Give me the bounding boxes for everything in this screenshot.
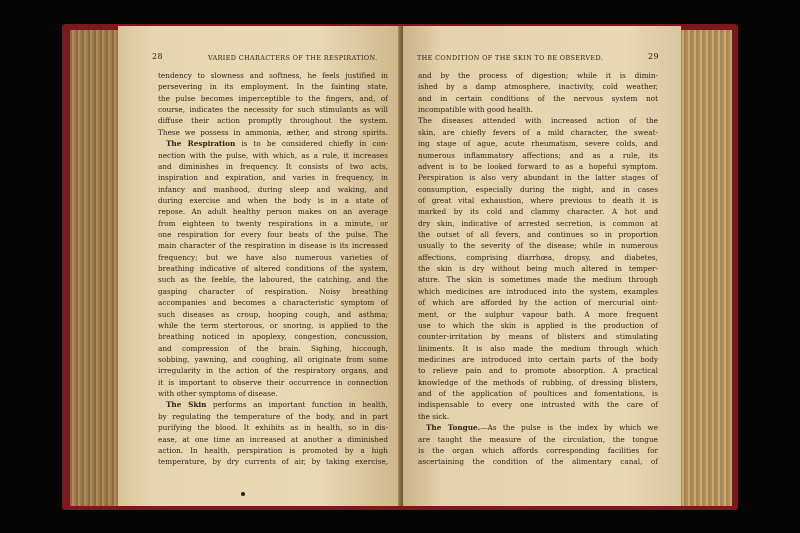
text-line: ascertaining the condition of the alimentary canal, of: [418, 457, 658, 467]
text-line: to relieve pain and to promote absorption. A practical: [418, 366, 658, 376]
text-line: indispensable to every one intrusted with the care of: [418, 400, 658, 410]
text-line: dry skin, indicative of arrested secretion, is common at: [418, 218, 658, 228]
text-line: The diseases attended with increased action of the: [418, 116, 658, 126]
text-line: such diseases as croup, hooping cough, and asthma;: [158, 309, 388, 319]
text-line: the pulse becomes imperceptible to the fingers, and, of: [158, 93, 388, 103]
text-line: Perspiration is also very abundant in the latter stages of: [418, 173, 658, 183]
text-line: persevering in its employment. In the fainting state,: [158, 82, 388, 92]
text-line: with other symptoms of disease.: [158, 389, 278, 399]
right-page: [403, 26, 681, 506]
text-line: The Skin performs an important function in health,: [166, 400, 388, 410]
text-line: skin, are chiefly fevers of a mild character, the sweat-: [418, 127, 658, 137]
text-line: nection with the pulse, with which, as a rule, it increases: [158, 150, 388, 160]
text-line: and diminishes in frequency. It consists of two acts,: [158, 161, 388, 171]
text-line: inspiration and expiration, and varies in frequency, in: [158, 173, 388, 183]
text-line: purifying the blood. It exhibits as in health, so in dis-: [158, 423, 388, 433]
text-line: liniments. It is also made the medium through which: [418, 343, 658, 353]
text-line: The Tongue.—As the pulse is the index by which we: [426, 423, 658, 433]
text-line: the outset of all fevers, and continues so in proportion: [418, 230, 658, 240]
text-line: ment, or the sulphur vapour bath. A more frequent: [418, 309, 658, 319]
page-number-right: 29: [648, 52, 659, 61]
text-line: the skin is dry without being much altered in temper-: [418, 264, 658, 274]
text-line: ease, at one time an increased at another a diminished: [158, 434, 388, 444]
text-line: from eighteen to twenty respirations in a minute, or: [158, 218, 388, 228]
text-line: while the term stertorous, or snoring, is applied to the: [158, 320, 388, 330]
text-line: infancy and manhood, during sleep and waking, and: [158, 184, 388, 194]
text-line: incompatible with good health.: [418, 105, 533, 115]
text-line: by regulating the temperature of the body, and in part: [158, 411, 388, 421]
text-line: sobbing, yawning, and coughing, all originate from some: [158, 354, 388, 364]
text-line: and by the process of digestion; while it is dimin-: [418, 71, 658, 80]
text-line: during exercise and when the body is in a state of: [158, 195, 388, 205]
text-line: is the organ which affords corresponding facilities for: [418, 445, 658, 455]
running-header-left: VARIED CHARACTERS OF THE RESPIRATION.: [208, 54, 378, 62]
text-line: one respiration for every four beats of the pulse. The: [158, 230, 388, 240]
text-line: frequency; but we have also numerous varieties of: [158, 252, 388, 262]
text-line: irregularity in the action of the respiratory organs, and: [158, 366, 388, 376]
text-line: main character of the respiration in disease is its increased: [158, 241, 388, 251]
text-line: temperature, by dry currents of air, by taking exercise,: [158, 457, 388, 467]
section-heading: The Tongue.: [426, 423, 481, 433]
text-line: it is important to observe their occurrence in connection: [158, 377, 388, 387]
text-line: advent is to be looked forward to as a hopeful symptom.: [418, 161, 658, 171]
text-line: knowledge of the methods of rubbing, of dressing blisters,: [418, 377, 658, 387]
text-line: counter-irritation by means of blisters and stimulating: [418, 332, 658, 342]
text-line: use to which the skin is applied is the production of: [418, 320, 658, 330]
running-header-right: THE CONDITION OF THE SKIN TO BE OBSERVED.: [417, 54, 604, 62]
text-line: gasping character of respiration. Noisy breathing: [158, 286, 388, 296]
text-line: breathing noticed in apoplexy, congestion, concussion,: [158, 332, 388, 342]
text-line: tendency to slowness and softness, he feels justified in: [158, 71, 388, 80]
text-line: medicines are introduced into certain parts of the body: [418, 354, 658, 364]
left-page: [118, 26, 401, 506]
text-line: course, indicates the necessity for such stimulants as will: [158, 105, 388, 115]
text-line: breathing indicative of altered conditions of the system,: [158, 264, 388, 274]
text-line: such as the feeble, the laboured, the catching, and the: [158, 275, 388, 285]
text-line: ing stage of ague, acute rheumatism, severe colds, and: [418, 139, 658, 149]
right-page-body: [418, 70, 658, 468]
left-page-edges: [70, 30, 120, 506]
text-line: which medicines are introduced into the system, examples: [418, 286, 658, 296]
page-ornament: [241, 492, 245, 496]
text-line: and in certain conditions of the nervous system not: [418, 93, 658, 103]
text-line: accompanies and becomes a characteristic symptom of: [158, 298, 388, 308]
page-number-left: 28: [152, 52, 163, 61]
text-line: of which are afforded by the action of mercurial oint-: [418, 298, 658, 308]
text-line: The Respiration is to be considered chiefly in con-: [166, 139, 388, 149]
text-line: are taught the measure of the circulation, the tongue: [418, 434, 658, 444]
text-line: and of the application of poultices and fomentations, is: [418, 389, 658, 399]
text-line: diffuse their action promptly throughout the system.: [158, 116, 388, 126]
text-line: numerous inflammatory affections; and as a rule, its: [418, 150, 658, 160]
text-line: the sick.: [418, 411, 450, 421]
text-line: affections, comprising diarrhœa, dropsy, and diabetes,: [418, 252, 658, 262]
right-page-edges: [680, 30, 732, 506]
left-page-body: [158, 70, 388, 468]
text-line: of great vital exhaustion, where previous to death it is: [418, 195, 658, 205]
text-line: action. In health, perspiration is promoted by a high: [158, 445, 388, 455]
text-line: usually to the severity of the disease; while in numerous: [418, 241, 658, 251]
text-line: ished by a damp atmosphere, inactivity, cold weather,: [418, 82, 658, 92]
text-line: and compression of the brain. Sighing, hiccough,: [158, 343, 388, 353]
section-heading: The Respiration: [166, 139, 236, 149]
text-line: repose. An adult healthy person makes on an average: [158, 207, 388, 217]
text-line: These we possess in ammonia, æther, and strong spirits.: [158, 127, 388, 137]
text-line: marked by its cold and clammy character. A hot and: [418, 207, 658, 217]
text-line: ature. The skin is sometimes made the medium through: [418, 275, 658, 285]
section-heading: The Skin: [166, 400, 207, 410]
text-line: consumption, especially during the night, and in cases: [418, 184, 658, 194]
